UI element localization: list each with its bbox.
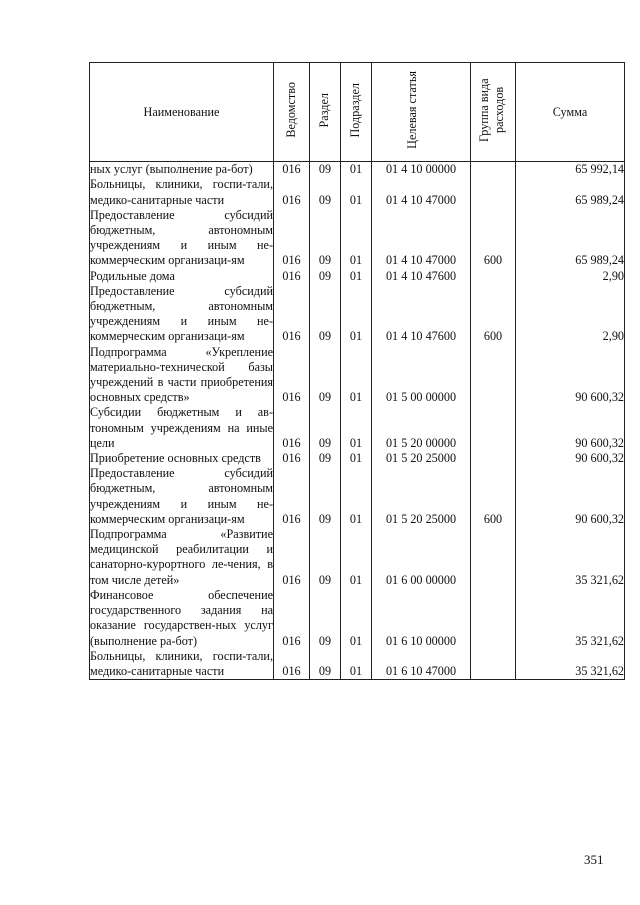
row-section: 09: [310, 451, 341, 466]
table-row: [90, 177, 625, 207]
row-subsection: 01: [341, 269, 372, 284]
table-row: [90, 527, 625, 588]
row-amount: 65 992,14: [516, 162, 625, 178]
row-department: 016: [274, 269, 310, 284]
header-name-label: Наименование: [143, 104, 220, 119]
row-section: 09: [310, 466, 341, 527]
table-row: [90, 405, 625, 451]
header-name: [90, 63, 274, 162]
row-target-article: 01 4 10 00000: [372, 162, 471, 178]
row-name: Предоставление субсидий бюджетным, автономным учреждениям и иным не-коммерческим организаци-ям: [90, 466, 273, 526]
header-section: [310, 63, 341, 162]
table-row: [90, 649, 625, 680]
row-section: 09: [310, 405, 341, 451]
row-target-article: 01 4 10 47600: [372, 284, 471, 345]
table-row: [90, 451, 625, 466]
table-row: [90, 269, 625, 284]
row-department: 016: [274, 345, 310, 406]
row-expense-group: [471, 177, 516, 207]
row-amount: 65 989,24: [516, 177, 625, 207]
row-target-article: 01 5 00 00000: [372, 345, 471, 406]
row-subsection: 01: [341, 177, 372, 207]
row-section: 09: [310, 649, 341, 680]
row-department: 016: [274, 466, 310, 527]
header-subsection-label: Подраздел: [348, 82, 363, 138]
header-amount: [516, 63, 625, 162]
row-subsection: 01: [341, 649, 372, 680]
header-expense-group: [471, 63, 516, 162]
row-target-article: 01 4 10 47600: [372, 269, 471, 284]
row-target-article: 01 6 10 00000: [372, 588, 471, 649]
table-row: [90, 466, 625, 527]
row-target-article: 01 6 00 00000: [372, 527, 471, 588]
row-expense-group: [471, 588, 516, 649]
row-expense-group: [471, 451, 516, 466]
table-header: [90, 63, 625, 162]
row-section: 09: [310, 284, 341, 345]
row-department: 016: [274, 588, 310, 649]
header-section-label: Раздел: [317, 92, 332, 128]
table-row: [90, 208, 625, 269]
row-subsection: 01: [341, 451, 372, 466]
header-target-article-label: Целевая статья: [405, 71, 419, 149]
row-expense-group: [471, 527, 516, 588]
table-row: [90, 284, 625, 345]
row-name: Предоставление субсидий бюджетным, автономным учреждениям и иным не-коммерческим организаци-ям: [90, 207, 273, 268]
budget-table: [89, 62, 625, 680]
row-amount: 35 321,62: [516, 649, 625, 680]
row-name: Больницы, клиники, госпи-тали, медико-санитарные части: [90, 648, 273, 678]
header-department: [274, 63, 310, 162]
row-expense-group: [471, 269, 516, 284]
row-expense-group: [471, 162, 516, 178]
row-subsection: 01: [341, 345, 372, 406]
row-expense-group: 600: [471, 284, 516, 345]
row-amount: 2,90: [516, 269, 625, 284]
row-section: 09: [310, 208, 341, 269]
header-subsection: [341, 63, 372, 162]
row-amount: 2,90: [516, 284, 625, 345]
row-department: 016: [274, 284, 310, 345]
row-department: 016: [274, 405, 310, 451]
row-section: 09: [310, 162, 341, 178]
row-target-article: 01 4 10 47000: [372, 177, 471, 207]
row-section: 09: [310, 177, 341, 207]
row-subsection: 01: [341, 527, 372, 588]
row-subsection: 01: [341, 284, 372, 345]
header-amount-label: Сумма: [552, 104, 588, 119]
row-expense-group: [471, 405, 516, 451]
row-amount: 90 600,32: [516, 451, 625, 466]
row-amount: 90 600,32: [516, 466, 625, 527]
row-name: Субсидии бюджетным и ав-тономным учреждениям на иные цели: [90, 405, 273, 450]
row-amount: 90 600,32: [516, 345, 625, 406]
row-amount: 35 321,62: [516, 527, 625, 588]
row-department: 016: [274, 649, 310, 680]
row-name: Родильные дома: [90, 269, 274, 284]
row-department: 016: [274, 527, 310, 588]
row-subsection: 01: [341, 466, 372, 527]
table-row: [90, 588, 625, 649]
header-target-article: [372, 63, 471, 162]
row-department: 016: [274, 162, 310, 178]
row-amount: 35 321,62: [516, 588, 625, 649]
row-name: Подпрограмма «Развитие медицинской реабилитации и санаторно-курортного ле-чения, в том числе детей»: [90, 527, 273, 587]
row-expense-group: 600: [471, 466, 516, 527]
row-amount: 90 600,32: [516, 405, 625, 451]
row-amount: 65 989,24: [516, 208, 625, 269]
row-target-article: 01 5 20 25000: [372, 466, 471, 527]
row-target-article: 01 5 20 25000: [372, 451, 471, 466]
row-target-article: 01 6 10 47000: [372, 649, 471, 680]
row-name: Больницы, клиники, госпи-тали, медико-санитарные части: [90, 177, 273, 207]
header-expense-group-label: Группа вида расходов: [477, 78, 507, 142]
table-row: [90, 345, 625, 406]
row-department: 016: [274, 451, 310, 466]
table-row: [90, 162, 625, 178]
row-target-article: 01 4 10 47000: [372, 208, 471, 269]
row-name: Приобретение основных средств: [90, 451, 274, 466]
row-name: Финансовое обеспечение государственного задания на оказание государствен-ных услуг (выполнение ра-бот): [90, 587, 273, 648]
row-name: Предоставление субсидий бюджетным, автономным учреждениям и иным не-коммерческим организаци-ям: [90, 283, 273, 344]
row-expense-group: 600: [471, 208, 516, 269]
row-section: 09: [310, 269, 341, 284]
row-department: 016: [274, 177, 310, 207]
row-subsection: 01: [341, 162, 372, 178]
row-section: 09: [310, 345, 341, 406]
page-number: 351: [584, 852, 604, 867]
row-expense-group: [471, 649, 516, 680]
header-department-label: Ведомство: [283, 82, 298, 138]
row-target-article: 01 5 20 00000: [372, 405, 471, 451]
row-name: Подпрограмма «Укрепление материально-технической базы учреждений в части приобретения основных средств»: [90, 344, 273, 405]
row-section: 09: [310, 588, 341, 649]
row-department: 016: [274, 208, 310, 269]
row-name: ных услуг (выполнение ра-бот): [90, 162, 274, 178]
row-subsection: 01: [341, 208, 372, 269]
row-subsection: 01: [341, 588, 372, 649]
row-expense-group: [471, 345, 516, 406]
table-body: [90, 162, 625, 680]
row-subsection: 01: [341, 405, 372, 451]
row-section: 09: [310, 527, 341, 588]
